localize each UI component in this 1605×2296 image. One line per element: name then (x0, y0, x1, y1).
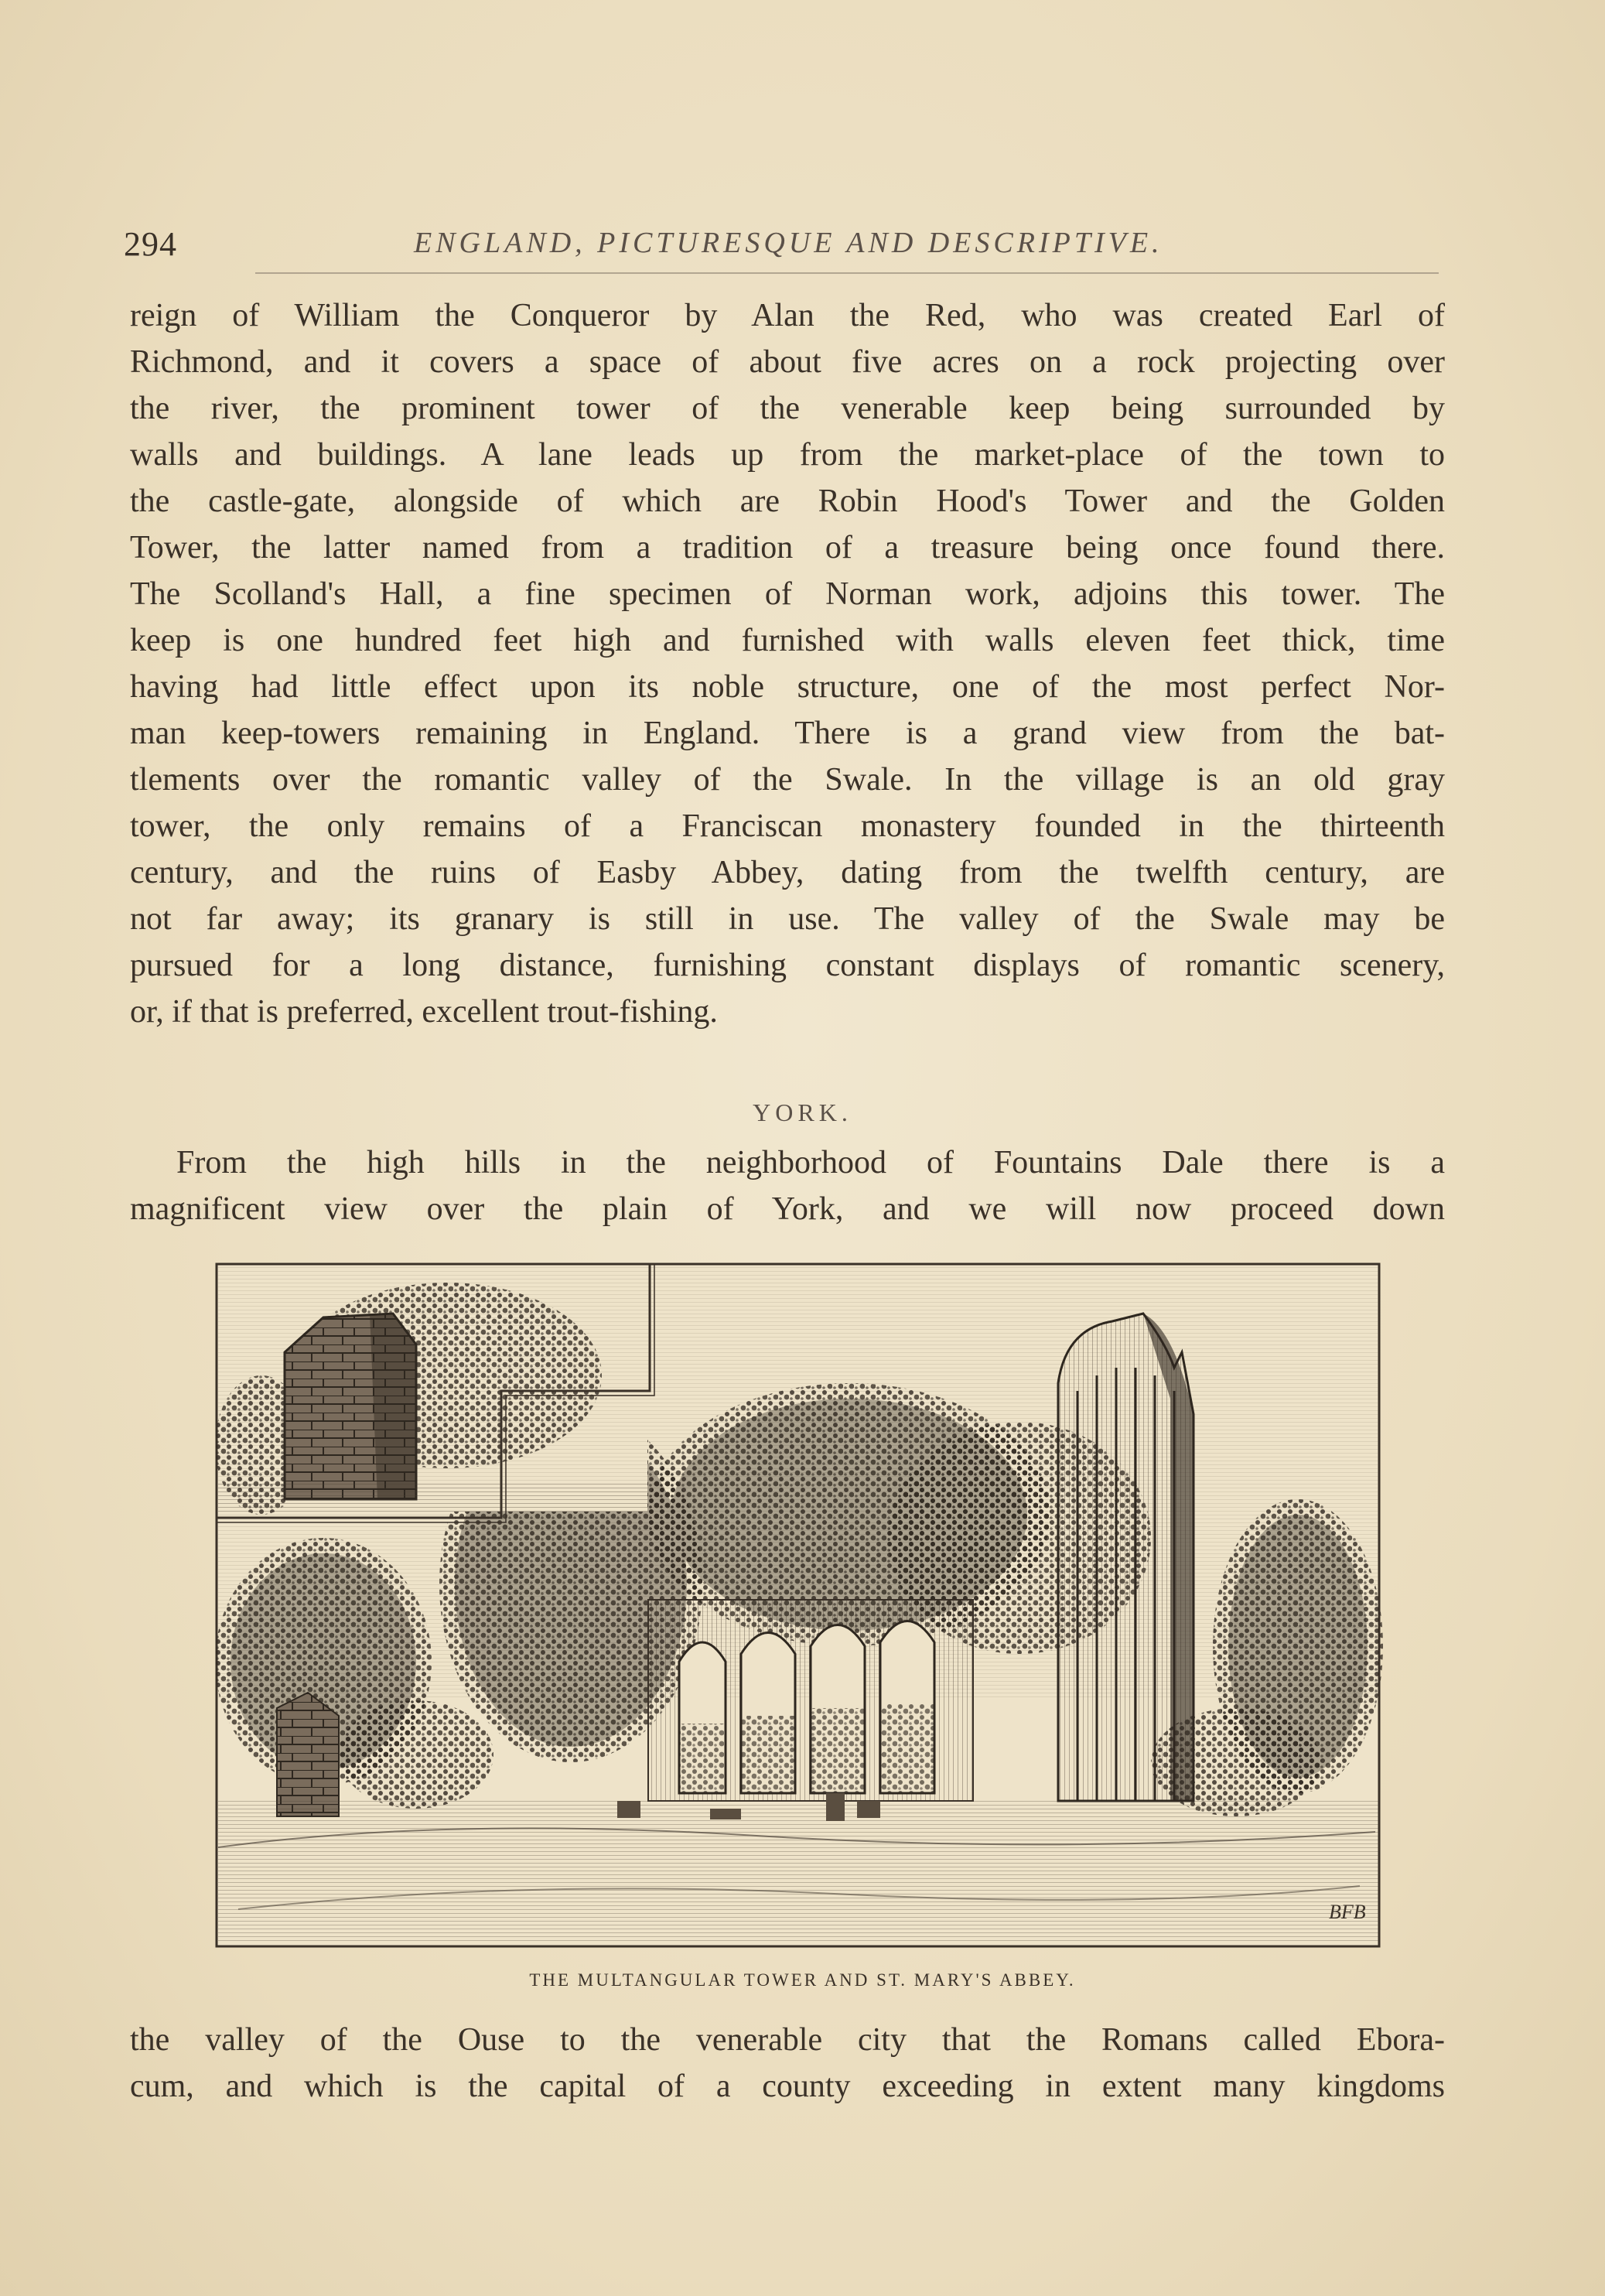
text-line: The Scolland's Hall, a fine specimen of Norman work, adjoins this tower. The (130, 576, 1445, 612)
text-line: walls and buildings. A lane leads up from the market-place of the town to (130, 437, 1445, 473)
text-line: having had little effect upon its noble structure, one of the most perfect Nor- (130, 669, 1445, 705)
text-line: not far away; its granary is still in use. The valley of the Swale may be (130, 901, 1445, 937)
header-rule (255, 272, 1439, 274)
text-line: century, and the ruins of Easby Abbey, dating from the twelfth century, are (130, 855, 1445, 890)
page-number: 294 (124, 225, 177, 263)
section-heading-york: YORK. (753, 1098, 852, 1126)
engraving-artwork (215, 1259, 1383, 1954)
paragraph-richmond (130, 292, 1445, 1035)
text-line: magnificent view over the plain of York, and we will now proceed down (130, 1191, 1445, 1227)
text-line: the castle-gate, alongside of which are Robin Hood's Tower and the Golden (130, 483, 1445, 519)
text-line: the river, the prominent tower of the venerable keep being surrounded by (130, 391, 1445, 426)
text-line: Tower, the latter named from a tradition of a treasure being once found there. (130, 530, 1445, 565)
figure-caption: THE MULTANGULAR TOWER AND ST. MARY'S ABBEY. (529, 1970, 1076, 1990)
paragraph-york-continued (130, 2017, 1445, 2110)
text-line: man keep-towers remaining in England. There is a grand view from the bat- (130, 716, 1445, 751)
engraving-illustration (215, 1259, 1383, 1954)
text-line: From the high hills in the neighborhood of Fountains Dale there is a (176, 1145, 1445, 1180)
engraver-monogram: BFB (1329, 1901, 1366, 1923)
text-line: or, if that is preferred, excellent trout-fishing. (130, 994, 718, 1030)
text-line: keep is one hundred feet high and furnished with walls eleven feet thick, time (130, 623, 1445, 658)
text-line: the valley of the Ouse to the venerable city that the Romans called Ebora- (130, 2022, 1445, 2058)
text-line: tower, the only remains of a Franciscan monastery founded in the thirteenth (130, 808, 1445, 844)
text-line: reign of William the Conqueror by Alan the Red, who was created Earl of (130, 298, 1445, 333)
paragraph-york-intro (130, 1139, 1445, 1232)
page-header (124, 224, 1439, 271)
text-line: cum, and which is the capital of a county exceeding in extent many kingdoms (130, 2069, 1445, 2104)
text-line: pursued for a long distance, furnishing constant displays of romantic scenery, (130, 948, 1445, 983)
text-line: tlements over the romantic valley of the Swale. In the village is an old gray (130, 762, 1445, 798)
running-head: ENGLAND, PICTURESQUE AND DESCRIPTIVE. (414, 227, 1163, 259)
text-line: Richmond, and it covers a space of about five acres on a rock projecting over (130, 344, 1445, 380)
